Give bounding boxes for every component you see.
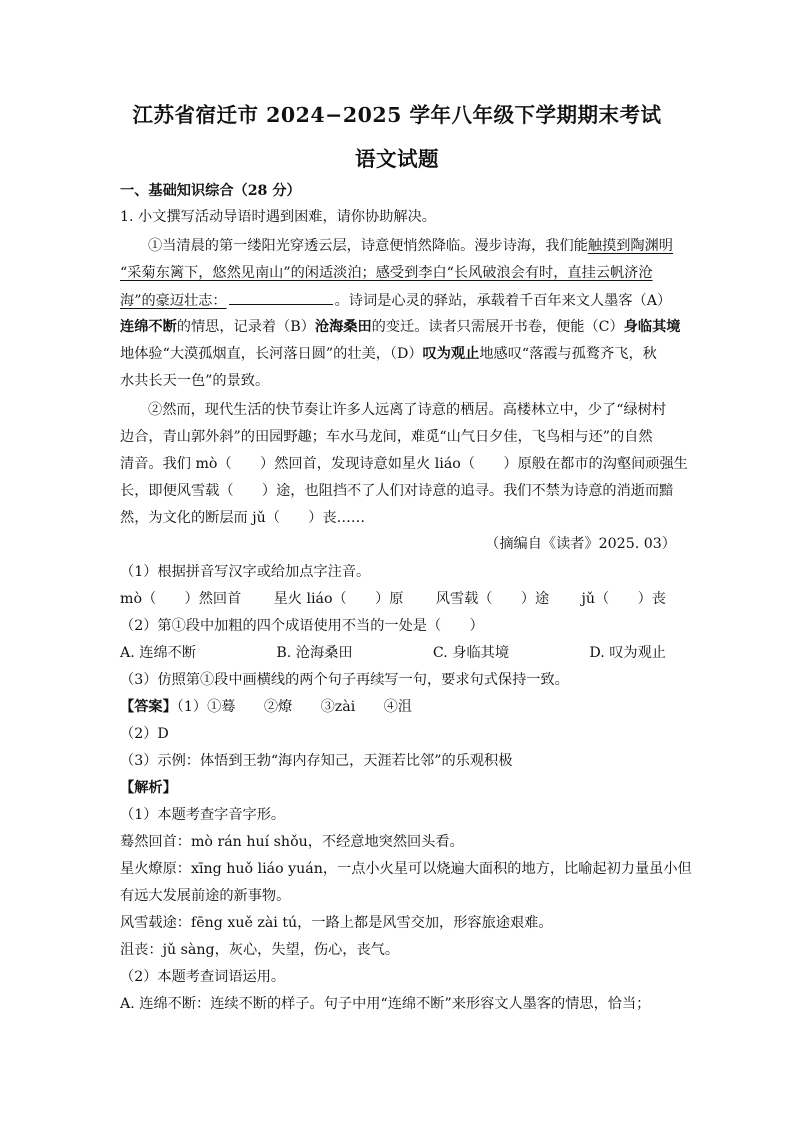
analysis-line-5: 风雪载途：fēng xuě zài tú，一路上都是风雪交加，形容旅途艰难。	[120, 915, 553, 931]
para1-line5: 地体验“大漠孤烟直，长河落日圆”的壮美，（D）叹为观止地感叹“落霞与孤鹜齐飞，秋	[120, 346, 657, 362]
option-d: D. 叹为观止	[589, 645, 666, 661]
option-b: B. 沧海桑田	[276, 645, 353, 661]
para2-line4: 长，即便风雪载（ ）途，也阻挡不了人们对诗意的追寻。我们不禁为诗意的消逝而黯	[120, 483, 674, 499]
analysis-line-3: 星火燎原：xīng huǒ liáo yuán，一点小火星可以烧遍大面积的地方，比喻起初力量虽小但	[120, 861, 692, 877]
para1-line4: 连绵不断的情思，记录着（B）沧海桑田的变迁。读者只需展开书卷，便能（C）身临其境	[120, 319, 681, 335]
answer-label: 【答案】	[120, 699, 177, 715]
subquestion-2-options	[120, 643, 666, 663]
analysis-label: 【解析】	[120, 780, 177, 796]
analysis-line-4: 有远大发展前途的新事物。	[120, 888, 291, 904]
analysis-line-8: A. 连绵不断：连续不断的样子。句子中用“连绵不断”来形容文人墨客的情思，恰当；	[120, 996, 651, 1012]
option-a: A. 连绵不断	[120, 645, 197, 661]
subquestion-1: （1）根据拼音写汉字或给加点字注音。	[120, 564, 371, 580]
answer-blank	[229, 290, 333, 305]
para1-line6: 水共长天一色”的景致。	[120, 373, 270, 389]
item-1: mò（ ）然回首	[120, 591, 242, 607]
analysis-line-7: （2）本题考查词语运用。	[120, 969, 286, 985]
answer-line-2: （2）D	[120, 726, 169, 742]
page-title: 江苏省宿迁市 2024−2025 学年八年级下学期期末考试	[132, 103, 662, 127]
para2-line2: 边合，青山郭外斜”的田园野趣；车水马龙间，难觅“山气日夕佳，飞鸟相与还”的自然	[120, 429, 653, 445]
section-heading: 一、基础知识综合（28 分）	[120, 183, 301, 199]
source-citation: （摘编自《读者》2025. 03）	[485, 536, 676, 552]
answer-line-3: （3）示例：体悟到王勃“海内存知己，天涯若比邻”的乐观积极	[120, 753, 513, 769]
subquestion-2: （2）第①段中加粗的四个成语使用不当的一处是（ ）	[120, 618, 484, 634]
analysis-line-2: 蓦然回首：mò rán huí shǒu，不经意地突然回头看。	[120, 834, 464, 850]
para2-line1: ②然而，现代生活的快节奏让许多人远离了诗意的栖居。高楼林立中，少了“绿树村	[148, 402, 667, 418]
question-intro: 1. 小文撰写活动导语时遇到困难，请你协助解决。	[120, 209, 436, 225]
para2-line3: 清音。我们 mò（ ）然回首，发现诗意如星火 liáo（ ）原般在都市的沟壑间顽强生	[120, 456, 688, 472]
answer-line-1: 【答案】（1）①蓦 ②燎 ③zài ④沮	[120, 699, 412, 715]
para1-line1: ①当清晨的第一缕阳光穿透云层，诗意便悄然降临。漫步诗海，我们能触摸到陶渊明	[148, 238, 673, 254]
para1-line3: 海”的豪迈壮志： 。诗词是心灵的驿站，承载着千百年来文人墨客（A）	[120, 290, 676, 311]
item-2: 星火 liáo（ ）原	[273, 591, 404, 607]
para2-line5: 然，为文化的断层而 jǔ（ ）丧……	[120, 510, 366, 526]
subquestion-3: （3）仿照第①段中画横线的两个句子再续写一句，要求句式保持一致。	[120, 672, 569, 688]
subquestion-1-items	[120, 589, 666, 609]
analysis-line-1: （1）本题考查字音字形。	[120, 807, 286, 823]
item-3: 风雪载（ ）途	[435, 591, 550, 607]
page-subtitle: 语文试题	[355, 147, 439, 171]
analysis-line-6: 沮丧：jǔ sàng，灰心，失望，伤心，丧气。	[120, 942, 400, 958]
para1-line2: “采菊东篱下，悠然见南山”的闲适淡泊；感受到李白“长风破浪会有时，直挂云帆济沧	[120, 265, 653, 281]
item-4: jǔ（ ）丧	[581, 591, 666, 607]
option-c: C. 身临其境	[432, 645, 510, 661]
